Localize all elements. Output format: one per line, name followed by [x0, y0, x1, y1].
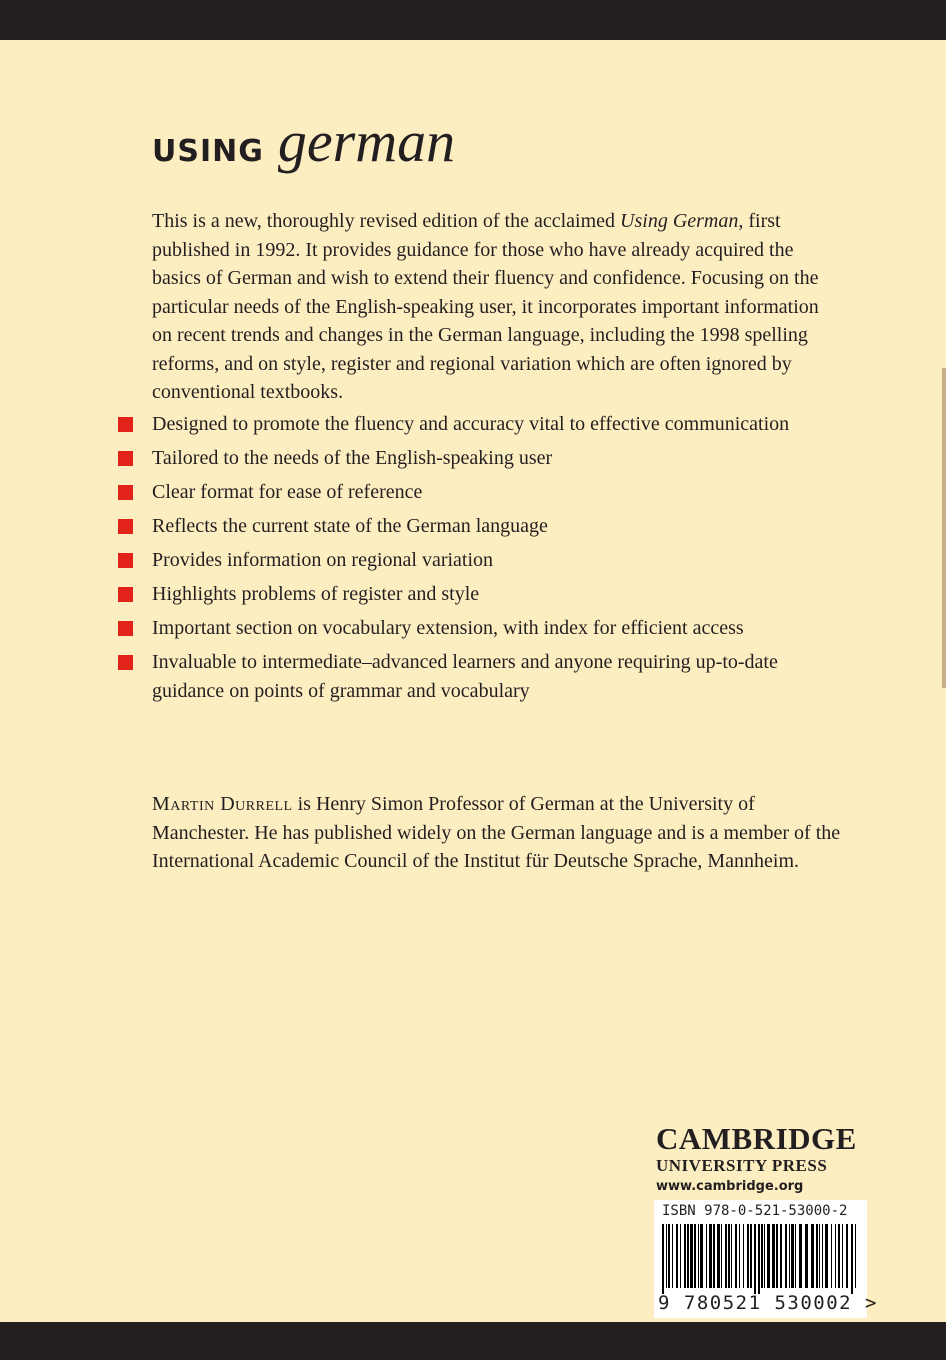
- barcode-bar: [822, 1224, 823, 1288]
- spine-edge: [942, 368, 946, 688]
- intro-text-start: This is a new, thoroughly revised edition of the acclaimed: [152, 210, 621, 232]
- barcode-bar: [725, 1224, 727, 1288]
- barcode-bar: [795, 1224, 796, 1288]
- barcode-bar: [684, 1224, 686, 1288]
- barcode-bars: [660, 1224, 860, 1294]
- barcode-digits: 9 780521 530002 >: [658, 1292, 878, 1314]
- barcode-bar: [816, 1224, 818, 1288]
- barcode-bar: [764, 1224, 765, 1288]
- publisher-url: www.cambridge.org: [656, 1179, 804, 1194]
- barcode-bar: [758, 1224, 760, 1294]
- bullet-square-icon: [118, 451, 133, 466]
- feature-item: [118, 410, 842, 439]
- barcode-bar: [772, 1224, 775, 1288]
- barcode-bar: [785, 1224, 787, 1288]
- feature-item: [118, 478, 842, 507]
- bullet-square-icon: [118, 485, 133, 500]
- barcode-bar: [680, 1224, 681, 1288]
- top-band: [0, 0, 946, 40]
- barcode-bar: [811, 1224, 814, 1288]
- feature-item: [118, 614, 842, 643]
- bullet-square-icon: [118, 621, 133, 636]
- barcode-bar: [687, 1224, 689, 1288]
- feature-text: Tailored to the needs of the English-speaking user: [152, 447, 553, 469]
- isbn-label: ISBN 978-0-521-53000-2: [662, 1203, 848, 1219]
- barcode-bar: [831, 1224, 832, 1288]
- feature-item: [118, 512, 842, 541]
- feature-item: [118, 444, 842, 473]
- barcode-bar: [672, 1224, 673, 1288]
- bullet-square-icon: [118, 587, 133, 602]
- barcode-bar: [739, 1224, 740, 1288]
- barcode-bar: [791, 1224, 794, 1288]
- barcode-bar: [805, 1224, 808, 1288]
- barcode-bar: [780, 1224, 782, 1288]
- barcode-bar: [735, 1224, 737, 1288]
- intro-book-title: Using German: [620, 210, 739, 232]
- bullet-square-icon: [118, 519, 133, 534]
- feature-text: Provides information on regional variation: [152, 549, 494, 571]
- barcode-bar: [851, 1224, 853, 1294]
- title-using: USING: [152, 134, 264, 169]
- intro-text-rest: , first published in 1992. It provides guidance for those who have already acquired the basics of German and wish to extend their fluency and confidence. Focusing on the particular needs of the English-speaking user, it incorporates important information on recent trends and changes in the German language, including the 1998 spelling reforms, and on style, register and regional variation which are often ignored by conventional textbooks.: [152, 210, 819, 403]
- intro-paragraph: [152, 207, 842, 407]
- barcode-bar: [700, 1224, 703, 1288]
- feature-item: [118, 546, 842, 575]
- feature-text: Invaluable to intermediate–advanced learners and anyone requiring up-to-date guidance on points of grammar and vocabulary: [152, 651, 778, 702]
- barcode-bar: [698, 1224, 699, 1288]
- barcode-bar: [668, 1224, 670, 1288]
- book-title: [152, 108, 455, 178]
- barcode-bar: [662, 1224, 664, 1294]
- barcode-bar: [721, 1224, 722, 1288]
- feature-text: Clear format for ease of reference: [152, 481, 423, 503]
- publisher-name: CAMBRIDGE: [656, 1121, 857, 1156]
- barcode-bar: [767, 1224, 770, 1288]
- barcode-bar: [717, 1224, 720, 1288]
- barcode-bar: [747, 1224, 749, 1288]
- barcode-bar: [713, 1224, 715, 1288]
- barcode-bar: [750, 1224, 752, 1288]
- feature-text: Designed to promote the fluency and accuracy vital to effective communication: [152, 413, 790, 435]
- barcode-bar: [690, 1224, 693, 1288]
- bullet-square-icon: [118, 417, 133, 432]
- barcode-bar: [694, 1224, 696, 1288]
- barcode-bar: [743, 1224, 744, 1288]
- barcode-bar: [835, 1224, 836, 1288]
- barcode-bar: [731, 1224, 732, 1288]
- barcode-bar: [754, 1224, 756, 1294]
- feature-item: [118, 648, 842, 705]
- barcode-bar: [666, 1224, 667, 1288]
- barcode-bar: [776, 1224, 778, 1288]
- title-german: german: [277, 109, 456, 174]
- feature-text: Highlights problems of register and style: [152, 583, 480, 605]
- barcode-bar: [728, 1224, 730, 1288]
- isbn-barcode: [654, 1200, 878, 1318]
- publisher-subname: UNIVERSITY PRESS: [656, 1156, 828, 1175]
- barcode-bar: [676, 1224, 678, 1288]
- barcode-bar: [846, 1224, 848, 1288]
- barcode-bar: [799, 1224, 802, 1288]
- barcode-bar: [709, 1224, 712, 1288]
- barcode-bar: [842, 1224, 843, 1288]
- bullet-square-icon: [118, 655, 133, 670]
- feature-text: Important section on vocabulary extension, with index for efficient access: [152, 617, 744, 639]
- bullet-square-icon: [118, 553, 133, 568]
- barcode-bar: [838, 1224, 840, 1288]
- barcode-bar: [706, 1224, 707, 1288]
- barcode-bar: [825, 1224, 828, 1288]
- feature-list: [118, 410, 842, 711]
- barcode-bar: [761, 1224, 763, 1288]
- barcode-bar: [855, 1224, 856, 1288]
- publisher-logo: [656, 1122, 868, 1198]
- feature-item: [118, 580, 842, 609]
- feature-text: Reflects the current state of the German language: [152, 515, 548, 537]
- author-bio: [152, 790, 842, 876]
- author-bio-text: is Henry Simon Professor of German at the University of Manchester. He has published widely on the German language and is a member of the International Academic Council of the Institut für Deutsche Sprache, Mannheim.: [152, 793, 841, 872]
- barcode-bar: [819, 1224, 820, 1288]
- author-name: Martin Durrell: [152, 793, 293, 815]
- barcode-bar: [789, 1224, 790, 1288]
- bottom-band: [0, 1322, 946, 1360]
